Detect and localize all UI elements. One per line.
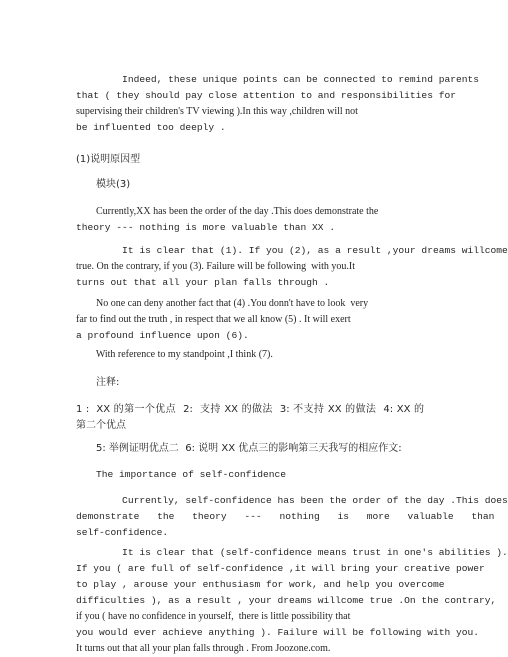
text-line: you would ever achieve anything ). Failure will be following with you. bbox=[76, 627, 480, 638]
text-line: a profound influence upon (6). bbox=[76, 330, 249, 341]
module-label: 模块(3) bbox=[96, 179, 131, 190]
text-line: If you ( are full of self-confidence ,it will bring your creative power bbox=[76, 563, 485, 574]
notes-block bbox=[76, 402, 424, 434]
text-line: if you ( have no confidence in yourself, there is little possibility that bbox=[76, 611, 351, 622]
paragraph-template-3 bbox=[76, 296, 424, 344]
text-line: self-confidence. bbox=[76, 527, 169, 538]
text-line: It turns out that all your plan falls through . From Joozone.com. bbox=[76, 643, 331, 654]
paragraph-template-2 bbox=[76, 243, 508, 291]
text-line: supervising their children's TV viewing ).In this way ,children will not bbox=[76, 106, 358, 117]
notes-line: 5: 举例证明优点二 6: 说明 XX 优点三的影响第三天我写的相应作文: bbox=[96, 443, 402, 454]
text-line: that ( they should pay close attention to and responsibilities for bbox=[76, 90, 456, 101]
paragraph-template-1 bbox=[76, 204, 424, 236]
essay-title: The importance of self-confidence bbox=[96, 469, 286, 480]
notes-label: 注释: bbox=[96, 377, 120, 388]
paragraph-essay-2 bbox=[76, 545, 508, 657]
paragraph-intro bbox=[76, 72, 480, 136]
text-line: far to find out the truth , in respect that we all know (5) . It will exert bbox=[76, 314, 351, 325]
text-line: It is clear that (1). If you (2), as a result ,your dreams willcome bbox=[76, 245, 508, 256]
text-line: demonstrate the theory --- nothing is more valuable than bbox=[76, 511, 495, 522]
text-line: No one can deny another fact that (4) .You donn't have to look very bbox=[76, 298, 369, 309]
paragraph-template-4: With reference to my standpoint ,I think (7). bbox=[76, 349, 273, 360]
text-line: to play , arouse your enthusiasm for work, and help you overcome bbox=[76, 579, 445, 590]
text-line: be influented too deeply . bbox=[76, 122, 226, 133]
notes-line: 1 : XX 的第一个优点 2: 支持 XX 的做法 3: 不支持 XX 的做法 4: XX 的 bbox=[76, 404, 424, 415]
text-line: It is clear that (self-confidence means trust in one's abilities ). bbox=[76, 547, 508, 558]
text-line: turns out that all your plan falls through . bbox=[76, 277, 330, 288]
text-line: Currently,XX has been the order of the day .This does demonstrate the bbox=[76, 206, 379, 217]
text-line: true. On the contrary, if you (3). Failure will be following with you.It bbox=[76, 261, 356, 272]
paragraph-essay-1 bbox=[76, 493, 508, 541]
text-line: Indeed, these unique points can be connected to remind parents bbox=[76, 74, 480, 85]
text-line: Currently, self-confidence has been the order of the day .This does bbox=[76, 495, 508, 506]
section-heading: (1)说明原因型 bbox=[76, 154, 141, 165]
text-line: theory --- nothing is more valuable than XX . bbox=[76, 222, 336, 233]
notes-line: 第二个优点 bbox=[76, 420, 126, 431]
text-line: difficulties ), as a result , your dreams willcome true .On the contrary, bbox=[76, 595, 497, 606]
